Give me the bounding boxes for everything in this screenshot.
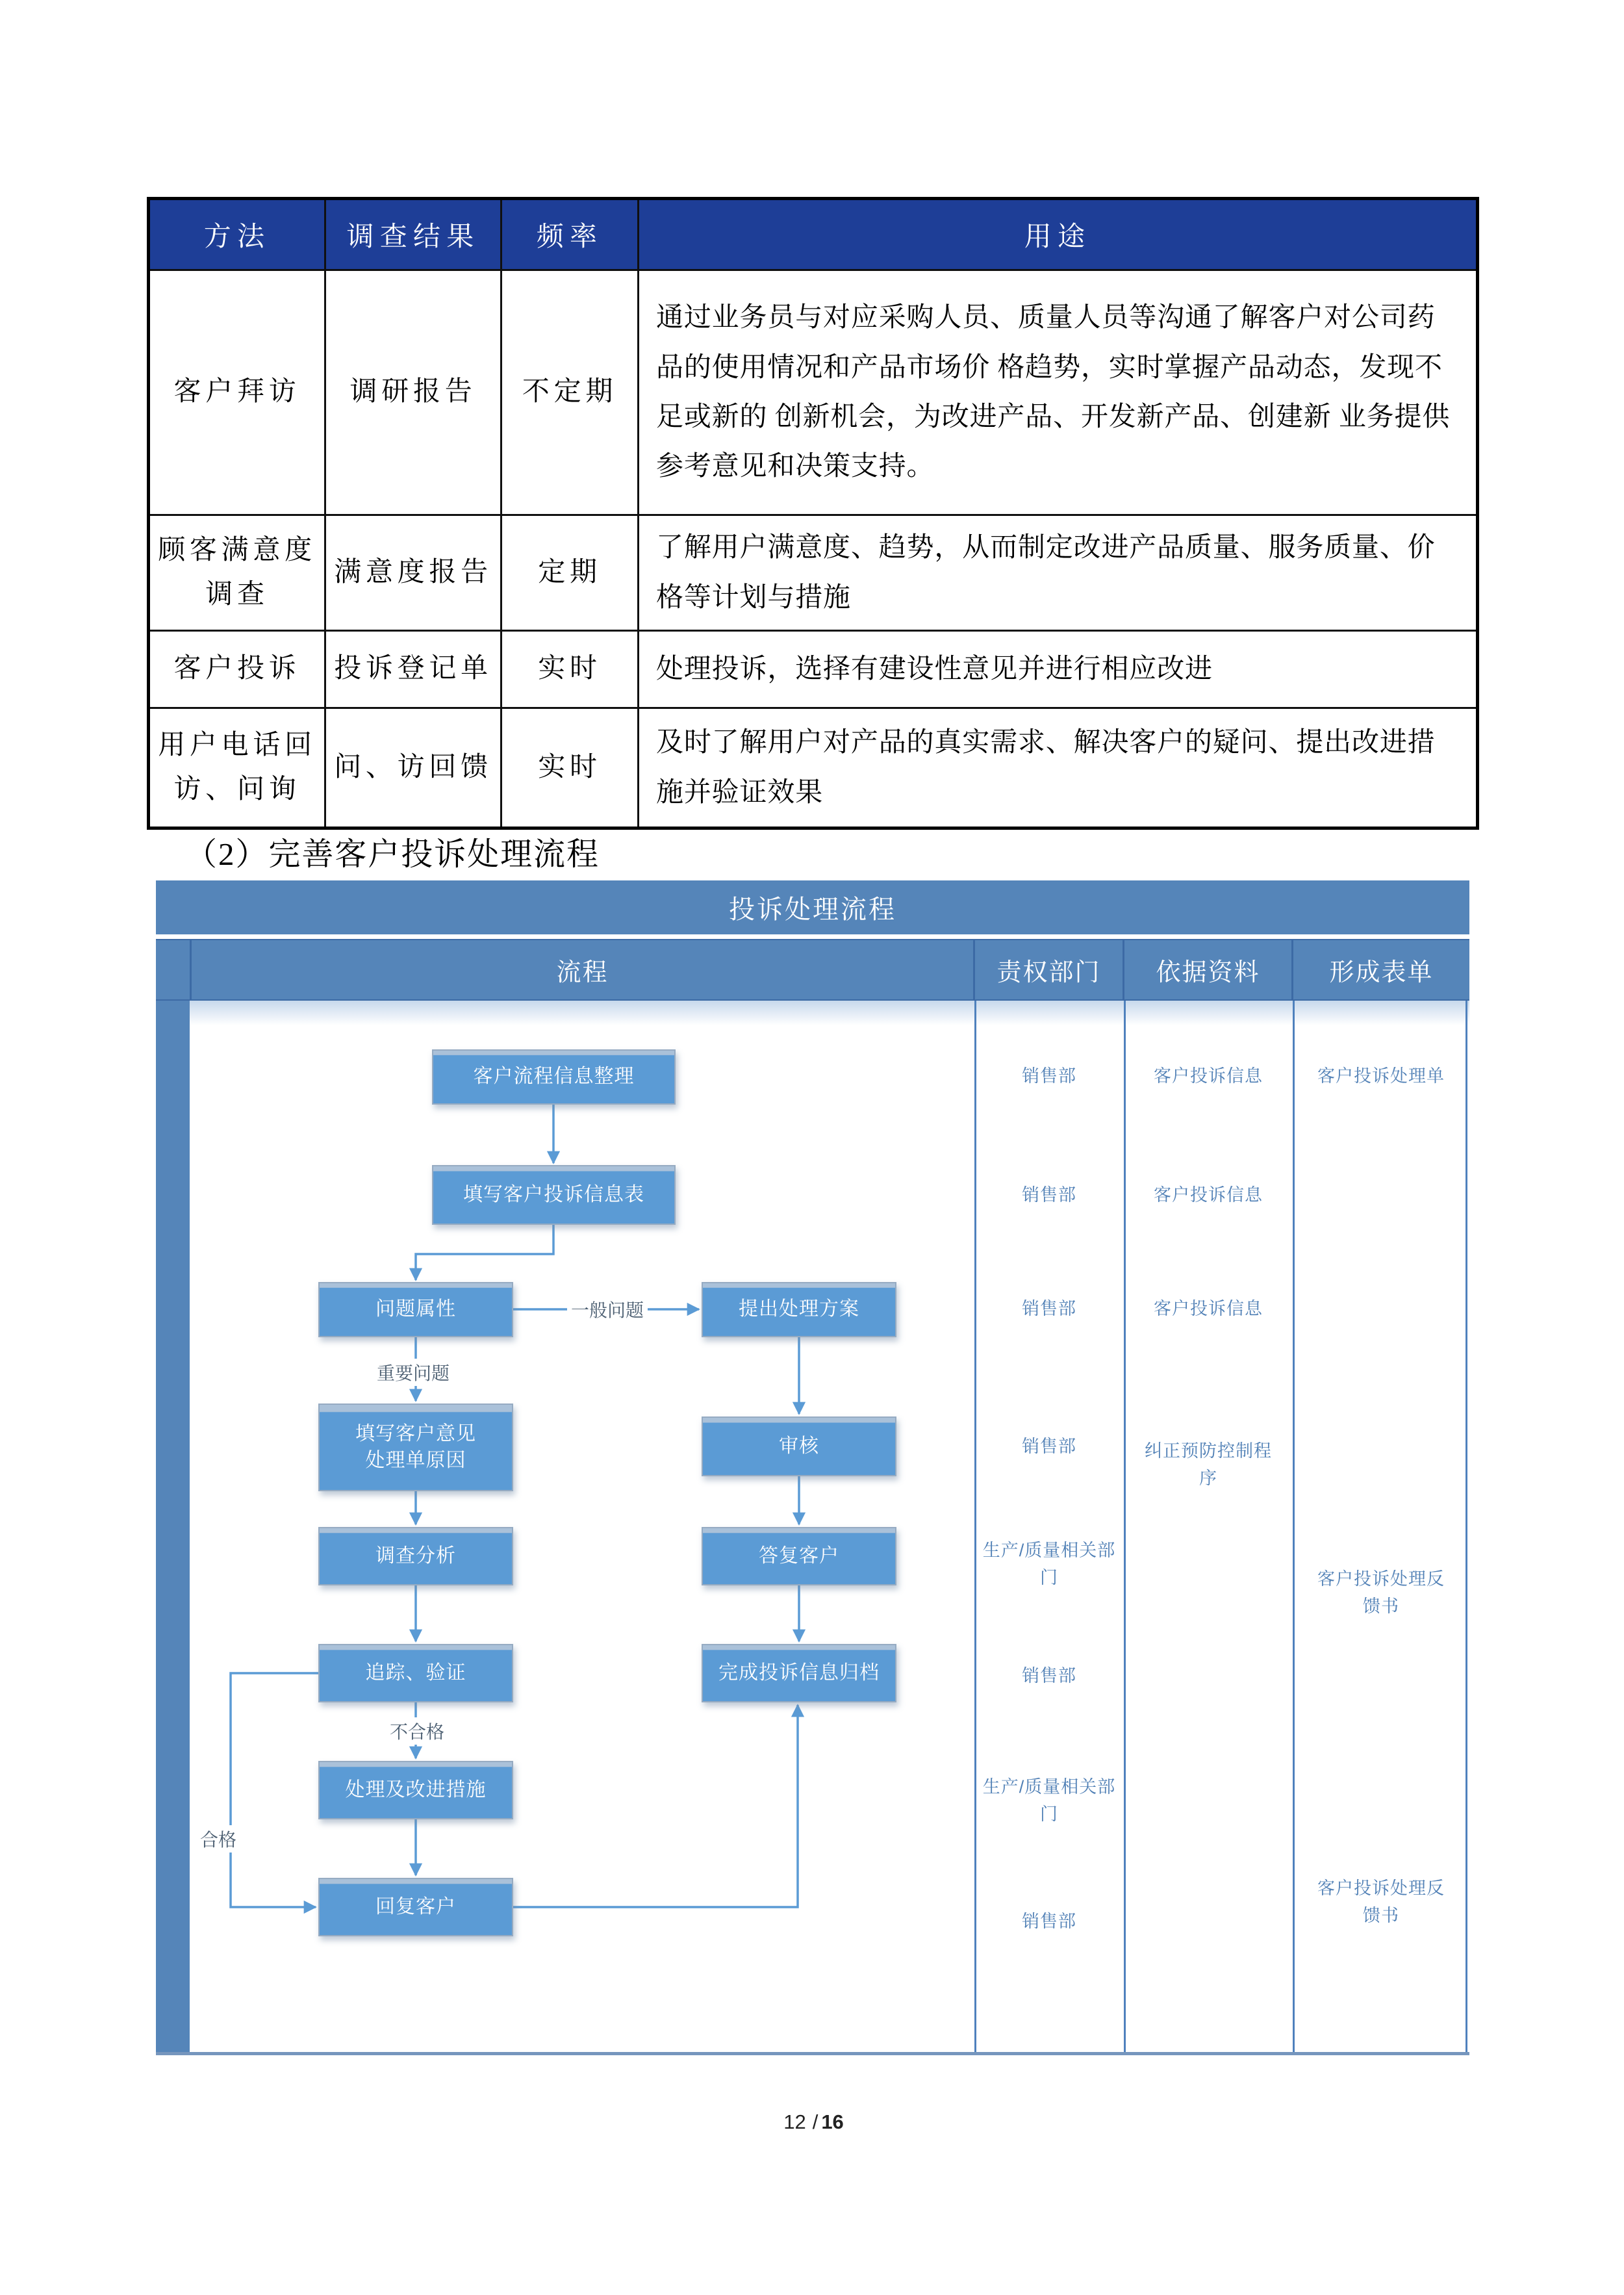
flow-step-reply-customer <box>702 1527 896 1585</box>
cell-frequency: 不定期 <box>501 270 639 515</box>
cell-method: 客户投诉 <box>149 631 325 708</box>
flow-step-label: 追踪、验证 <box>365 1661 466 1684</box>
flow-step-propose-solution <box>702 1282 896 1337</box>
flow-step-fill-opinion-form <box>318 1404 513 1491</box>
cell-usage: 了解用户满意度、趋势，从而制定改进产品质量、服务质量、价格等计划与措施 <box>639 515 1478 631</box>
flow-step-label: 答复客户 <box>759 1545 839 1567</box>
table-row <box>149 270 1478 515</box>
cell-method: 顾客满意度调查 <box>149 515 325 631</box>
complaint-flowchart <box>156 880 1469 2055</box>
flow-step-label: 客户流程信息整理 <box>473 1066 635 1088</box>
edge-label-qualified: 合格 <box>196 1825 240 1853</box>
annotation-department: 销售部 <box>1022 1066 1076 1086</box>
annotation-department: 销售部 <box>1022 1437 1076 1457</box>
flow-step-label: 回复客户 <box>375 1895 456 1917</box>
flow-step-label: 填写客户意见处理单原因 <box>355 1423 476 1471</box>
flowchart-sidebar-header <box>156 940 190 999</box>
annotation-form: 客户投诉处理反馈书 <box>1317 1569 1445 1616</box>
flow-step-archive <box>702 1644 896 1702</box>
cell-method: 客户拜访 <box>149 270 325 515</box>
annotation-basis: 客户投诉信息 <box>1154 1066 1263 1086</box>
header-method: 方法 <box>149 199 325 270</box>
cell-usage: 及时了解用户对产品的真实需求、解决客户的疑问、提出改进措施并验证效果 <box>639 708 1478 828</box>
page-number <box>0 2110 1624 2134</box>
flow-step-label: 完成投诉信息归档 <box>718 1661 880 1684</box>
flow-step-fill-complaint-form <box>432 1165 676 1225</box>
annotation-department: 生产/质量相关部门 <box>982 1777 1116 1824</box>
flow-step-investigate <box>318 1527 513 1585</box>
header-result: 调查结果 <box>325 199 501 270</box>
cell-result: 问、访回馈 <box>325 708 501 828</box>
annotation-basis: 客户投诉信息 <box>1154 1299 1263 1319</box>
flowchart-body <box>156 1001 1469 2055</box>
flow-step-review <box>702 1417 896 1476</box>
flow-step-track-verify <box>318 1644 513 1702</box>
flow-step-collect-info <box>432 1049 676 1105</box>
table-row <box>149 515 1478 631</box>
table-row <box>149 631 1478 708</box>
annotation-form: 客户投诉处理单 <box>1317 1066 1445 1086</box>
annotation-basis: 客户投诉信息 <box>1154 1185 1263 1205</box>
cell-frequency: 定期 <box>501 515 639 631</box>
table-row <box>149 708 1478 828</box>
flow-step-label: 提出处理方案 <box>739 1298 859 1320</box>
flow-step-issue-type <box>318 1282 513 1337</box>
cell-method: 用户电话回访、问询 <box>149 708 325 828</box>
flow-step-label: 问题属性 <box>375 1298 456 1320</box>
table-header-row <box>149 199 1478 270</box>
page-total: 16 <box>821 2110 844 2133</box>
column-header-department: 责权部门 <box>975 940 1123 999</box>
annotation-department: 销售部 <box>1022 1185 1076 1205</box>
page-separator: / <box>812 2110 818 2133</box>
flow-step-respond-customer <box>318 1878 513 1936</box>
edge-label-general-issue: 一般问题 <box>567 1296 648 1323</box>
cell-result: 满意度报告 <box>325 515 501 631</box>
cell-usage: 通过业务员与对应采购人员、质量人员等沟通了解客户对公司药品的使用情况和产品市场价 格趋势，实时掌握产品动态，发现不足或新的 创新机会，为改进产品、开发新产品、创建新 业务提供参考意见和决策支持。 <box>639 270 1478 515</box>
flowchart-title: 投诉处理流程 <box>156 880 1469 934</box>
cell-result: 投诉登记单 <box>325 631 501 708</box>
flow-step-label: 审核 <box>779 1435 819 1457</box>
cell-result: 调研报告 <box>325 270 501 515</box>
annotation-department: 销售部 <box>1022 1299 1076 1319</box>
annotation-department: 销售部 <box>1022 1666 1076 1686</box>
cell-usage: 处理投诉，选择有建设性意见并进行相应改进 <box>639 631 1478 708</box>
edge-label-important-issue: 重要问题 <box>373 1359 453 1386</box>
flow-step-improve <box>318 1761 513 1819</box>
cell-frequency: 实时 <box>501 708 639 828</box>
flow-step-label: 填写客户投诉信息表 <box>463 1183 644 1205</box>
section-heading: （2）完善客户投诉处理流程 <box>185 836 600 872</box>
flow-step-label: 处理及改进措施 <box>345 1778 487 1801</box>
annotation-basis: 纠正预防控制程序 <box>1145 1441 1272 1488</box>
survey-table <box>147 197 1479 830</box>
flow-step-label: 调查分析 <box>375 1545 456 1567</box>
column-header-basis: 依据资料 <box>1124 940 1291 999</box>
flowchart-column-headers <box>156 939 1469 1003</box>
header-frequency: 频率 <box>501 199 639 270</box>
annotation-department: 生产/质量相关部门 <box>982 1541 1116 1587</box>
edge-label-unqualified: 不合格 <box>386 1717 448 1745</box>
annotation-form: 客户投诉处理反馈书 <box>1317 1878 1445 1925</box>
column-header-form: 形成表单 <box>1293 940 1469 999</box>
page-current: 12 <box>783 2110 806 2133</box>
cell-frequency: 实时 <box>501 631 639 708</box>
annotation-department: 销售部 <box>1022 1912 1076 1932</box>
column-header-process: 流程 <box>192 940 973 999</box>
header-usage: 用途 <box>639 199 1478 270</box>
